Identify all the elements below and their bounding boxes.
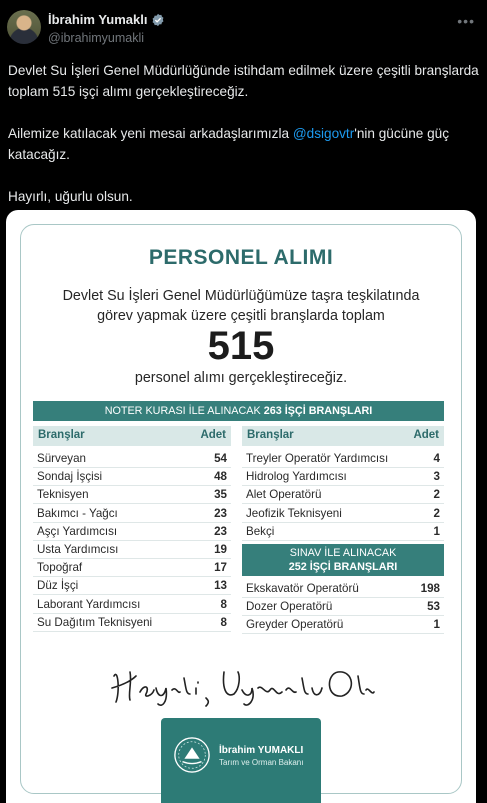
table-row (33, 596, 231, 614)
table-row (33, 523, 231, 541)
branch-count: 23 (214, 524, 227, 538)
table-row (33, 505, 231, 523)
left-branch-list (33, 450, 231, 632)
branch-count: 2 (433, 506, 440, 520)
left-count-header: Adet (200, 429, 226, 441)
card-intro (6, 286, 476, 326)
branch-count: 17 (214, 561, 227, 575)
right-count-header: Adet (413, 429, 439, 441)
table-row (33, 450, 231, 468)
card-outro: personel alımı gerçekleştireceğiz. (134, 370, 348, 386)
right-branch-header: Branşlar (247, 429, 294, 441)
branch-name: Sondaj İşçisi (37, 470, 103, 484)
card-title: PERSONEL ALIMI (148, 246, 334, 269)
exam-band-line-2: 252 İŞÇİ BRANŞLARI (288, 561, 398, 573)
exam-band-line-1: SINAV İLE ALINACAK (289, 547, 397, 559)
right-branch-list (242, 450, 444, 542)
branch-count: 8 (220, 615, 227, 629)
branch-name: Jeofizik Teknisyeni (246, 506, 342, 520)
branch-name: Ekskavatör Operatörü (246, 582, 359, 595)
branch-name: Bakımcı - Yağcı (37, 506, 118, 520)
signature-graphic (106, 658, 376, 708)
footer-title: Tarım ve Orman Bakanı (219, 758, 304, 767)
branch-count: 198 (420, 582, 440, 595)
branch-name: Greyder Operatörü (246, 618, 344, 632)
author-name[interactable]: İbrahim Yumaklı (48, 12, 148, 27)
table-row (242, 468, 444, 486)
table-row (33, 577, 231, 595)
intro-line-2: görev yapmak üzere çeşitli branşlarda toplam (97, 308, 385, 324)
branch-name: Treyler Operatör Yardımcısı (246, 452, 389, 465)
table-row (242, 616, 444, 634)
left-branch-header: Branşlar (38, 429, 85, 441)
branch-name: Dozer Operatörü (246, 600, 333, 614)
avatar[interactable] (7, 10, 41, 44)
mention-link[interactable]: @dsigovtr (292, 126, 355, 141)
branch-name: Alet Operatörü (246, 488, 322, 502)
branch-count: 35 (214, 488, 227, 502)
noter-band-bold: 263 İŞÇİ BRANŞLARI (263, 405, 373, 417)
branch-count: 53 (427, 600, 440, 614)
table-row (242, 450, 444, 468)
branch-name: Düz İşçi (37, 579, 79, 593)
branch-name: Bekçi (246, 524, 275, 538)
total-number: 515 (207, 324, 275, 368)
table-row (242, 523, 444, 541)
more-options-icon[interactable]: ••• (457, 13, 475, 29)
tweet-paragraph-1: Devlet Su İşleri Genel Müdürlüğünde istihdam edilmek üzere çeşitli branşlarda toplam 515 işçi alımı gerçekleştireceğiz. (8, 63, 479, 99)
author-handle[interactable]: @ibrahimyumakli (48, 31, 145, 45)
table-row (242, 505, 444, 523)
branch-name: Aşçı Yardımcısı (37, 524, 118, 538)
exam-band (242, 544, 444, 576)
table-row (242, 598, 444, 616)
author-line (48, 12, 165, 27)
noter-band (33, 401, 444, 421)
branch-count: 48 (214, 470, 227, 484)
tweet-image[interactable] (6, 210, 476, 803)
branch-count: 3 (433, 470, 440, 484)
table-row (33, 541, 231, 559)
ministry-emblem-icon (173, 736, 211, 774)
tweet-text (8, 60, 480, 228)
table-row (242, 580, 444, 598)
branch-count: 19 (214, 543, 227, 556)
branch-count: 54 (214, 452, 227, 465)
table-row (33, 559, 231, 577)
branch-name: Topoğraf (37, 561, 83, 575)
branch-count: 1 (433, 618, 440, 632)
table-row (33, 468, 231, 486)
branch-name: Sürveyan (37, 452, 86, 465)
intro-line-1: Devlet Su İşleri Genel Müdürlüğümüze taşra teşkilatında (62, 288, 420, 304)
paragraph-2-start: Ailemize katılacak yeni mesai arkadaşlarımızla (8, 126, 293, 141)
branch-count: 23 (214, 506, 227, 520)
branch-name: Su Dağıtım Teknisyeni (37, 615, 153, 629)
tweet-header (0, 0, 487, 56)
branch-name: Hidrolog Yardımcısı (246, 470, 347, 484)
tweet-paragraph-2 (8, 123, 480, 165)
verified-badge-icon (151, 13, 165, 27)
branch-name: Teknisyen (37, 488, 89, 502)
tweet-paragraph-3: Hayırlı, uğurlu olsun. (8, 189, 133, 204)
footer-banner (161, 718, 321, 803)
noter-band-text: NOTER KURASI İLE ALINACAK (104, 405, 264, 417)
branch-count: 8 (220, 597, 227, 611)
footer-name: İbrahim YUMAKLI (219, 745, 304, 756)
branch-count: 1 (433, 524, 440, 538)
table-row (33, 614, 231, 632)
branch-count: 13 (214, 579, 227, 593)
right-column-header (242, 426, 444, 446)
exam-branch-list (242, 580, 444, 636)
branch-count: 2 (433, 488, 440, 502)
branch-name: Laborant Yardımcısı (37, 597, 141, 611)
branch-count: 4 (433, 452, 440, 465)
table-row (33, 486, 231, 504)
branch-name: Usta Yardımcısı (37, 543, 119, 556)
paragraph-2-end: 'nin gücüne güç katacağız. (8, 126, 450, 162)
table-row (242, 486, 444, 504)
left-column-header (33, 426, 231, 446)
